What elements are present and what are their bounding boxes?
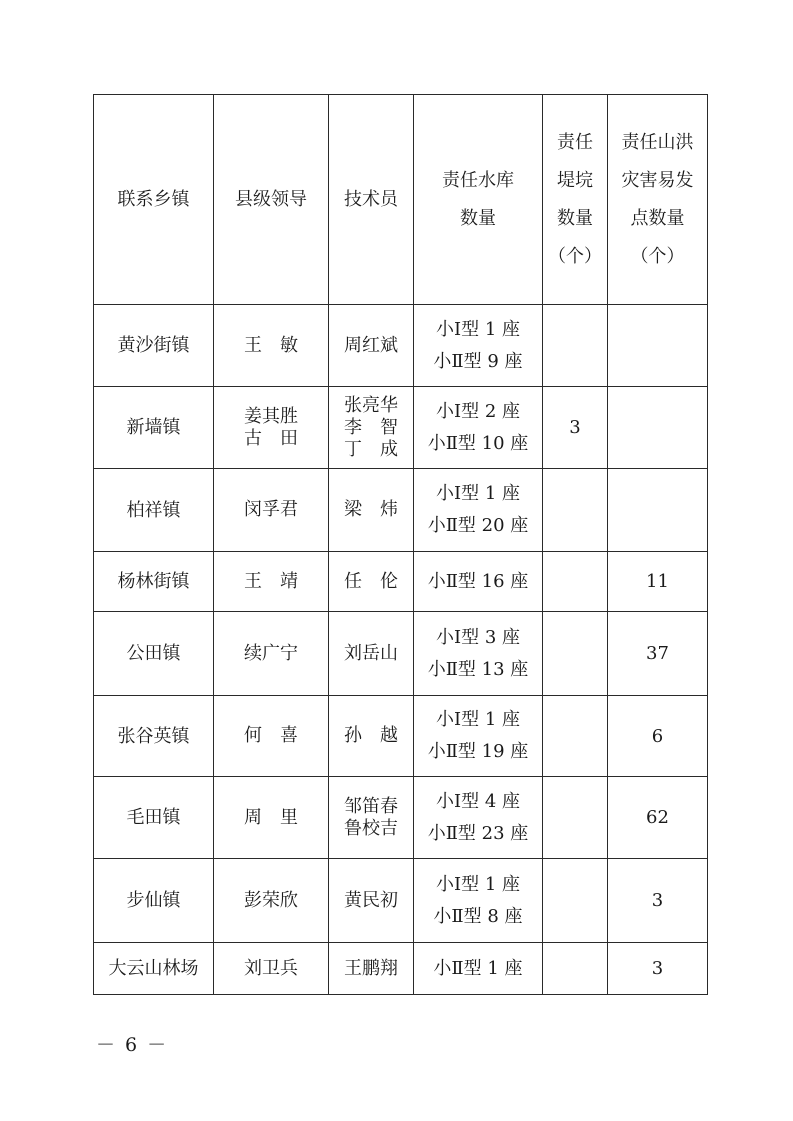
leader-cell: 续广宁	[214, 612, 329, 696]
leader-cell: 刘卫兵	[214, 943, 329, 995]
town-cell: 毛田镇	[94, 777, 214, 859]
table-row	[94, 387, 708, 469]
flood-cell: 6	[608, 696, 708, 777]
table-row	[94, 469, 708, 552]
town-cell: 大云山林场	[94, 943, 214, 995]
reservoir-cell: 小Ⅰ型 4 座 小Ⅱ型 23 座	[414, 777, 543, 859]
table-row	[94, 859, 708, 943]
town-cell: 黄沙街镇	[94, 305, 214, 387]
flood-cell: 11	[608, 552, 708, 612]
flood-cell: 3	[608, 943, 708, 995]
town-cell: 张谷英镇	[94, 696, 214, 777]
dikes-cell	[543, 943, 608, 995]
tech-cell: 刘岳山	[329, 612, 414, 696]
dikes-cell: 3	[543, 387, 608, 469]
flood-cell: 62	[608, 777, 708, 859]
page-number: － 6 －	[96, 1034, 169, 1056]
reservoir-cell: 小Ⅰ型 1 座 小Ⅱ型 8 座	[414, 859, 543, 943]
dikes-cell	[543, 859, 608, 943]
reservoir-cell: 小Ⅰ型 1 座 小Ⅱ型 9 座	[414, 305, 543, 387]
leader-cell: 何 喜	[214, 696, 329, 777]
tech-cell: 梁 炜	[329, 469, 414, 552]
table-row	[94, 305, 708, 387]
tech-cell: 孙 越	[329, 696, 414, 777]
leader-cell: 周 里	[214, 777, 329, 859]
town-cell: 公田镇	[94, 612, 214, 696]
table-row	[94, 696, 708, 777]
reservoir-cell: 小Ⅰ型 1 座 小Ⅱ型 19 座	[414, 696, 543, 777]
tech-cell: 黄民初	[329, 859, 414, 943]
reservoir-cell: 小Ⅰ型 3 座 小Ⅱ型 13 座	[414, 612, 543, 696]
responsibility-table	[93, 94, 708, 995]
leader-cell: 姜其胜 古 田	[214, 387, 329, 469]
tech-cell: 邹笛春 鲁校吉	[329, 777, 414, 859]
table-row	[94, 777, 708, 859]
town-cell: 步仙镇	[94, 859, 214, 943]
reservoir-cell: 小Ⅱ型 16 座	[414, 552, 543, 612]
header-reservoirs: 责任水库 数量	[414, 95, 543, 305]
reservoir-cell: 小Ⅰ型 2 座 小Ⅱ型 10 座	[414, 387, 543, 469]
dikes-cell	[543, 696, 608, 777]
table-row	[94, 612, 708, 696]
reservoir-cell: 小Ⅰ型 1 座 小Ⅱ型 20 座	[414, 469, 543, 552]
dikes-cell	[543, 552, 608, 612]
header-leader: 县级领导	[214, 95, 329, 305]
header-dikes: 责任 堤垸 数量 （个）	[543, 95, 608, 305]
header-tech: 技术员	[329, 95, 414, 305]
flood-cell	[608, 469, 708, 552]
tech-cell: 周红斌	[329, 305, 414, 387]
leader-cell: 王 靖	[214, 552, 329, 612]
dikes-cell	[543, 469, 608, 552]
town-cell: 杨林街镇	[94, 552, 214, 612]
leader-cell: 王 敏	[214, 305, 329, 387]
tech-cell: 王鹏翔	[329, 943, 414, 995]
town-cell: 新墙镇	[94, 387, 214, 469]
tech-cell: 任 伦	[329, 552, 414, 612]
header-row	[94, 95, 708, 305]
flood-cell	[608, 387, 708, 469]
town-cell: 柏祥镇	[94, 469, 214, 552]
dikes-cell	[543, 777, 608, 859]
flood-cell: 3	[608, 859, 708, 943]
flood-cell: 37	[608, 612, 708, 696]
dikes-cell	[543, 305, 608, 387]
flood-cell	[608, 305, 708, 387]
tech-cell: 张亮华 李 智 丁 成	[329, 387, 414, 469]
leader-cell: 闵孚君	[214, 469, 329, 552]
header-town: 联系乡镇	[94, 95, 214, 305]
header-flood: 责任山洪 灾害易发 点数量 （个）	[608, 95, 708, 305]
table-row	[94, 943, 708, 995]
leader-cell: 彭荣欣	[214, 859, 329, 943]
reservoir-cell: 小Ⅱ型 1 座	[414, 943, 543, 995]
table-row	[94, 552, 708, 612]
dikes-cell	[543, 612, 608, 696]
